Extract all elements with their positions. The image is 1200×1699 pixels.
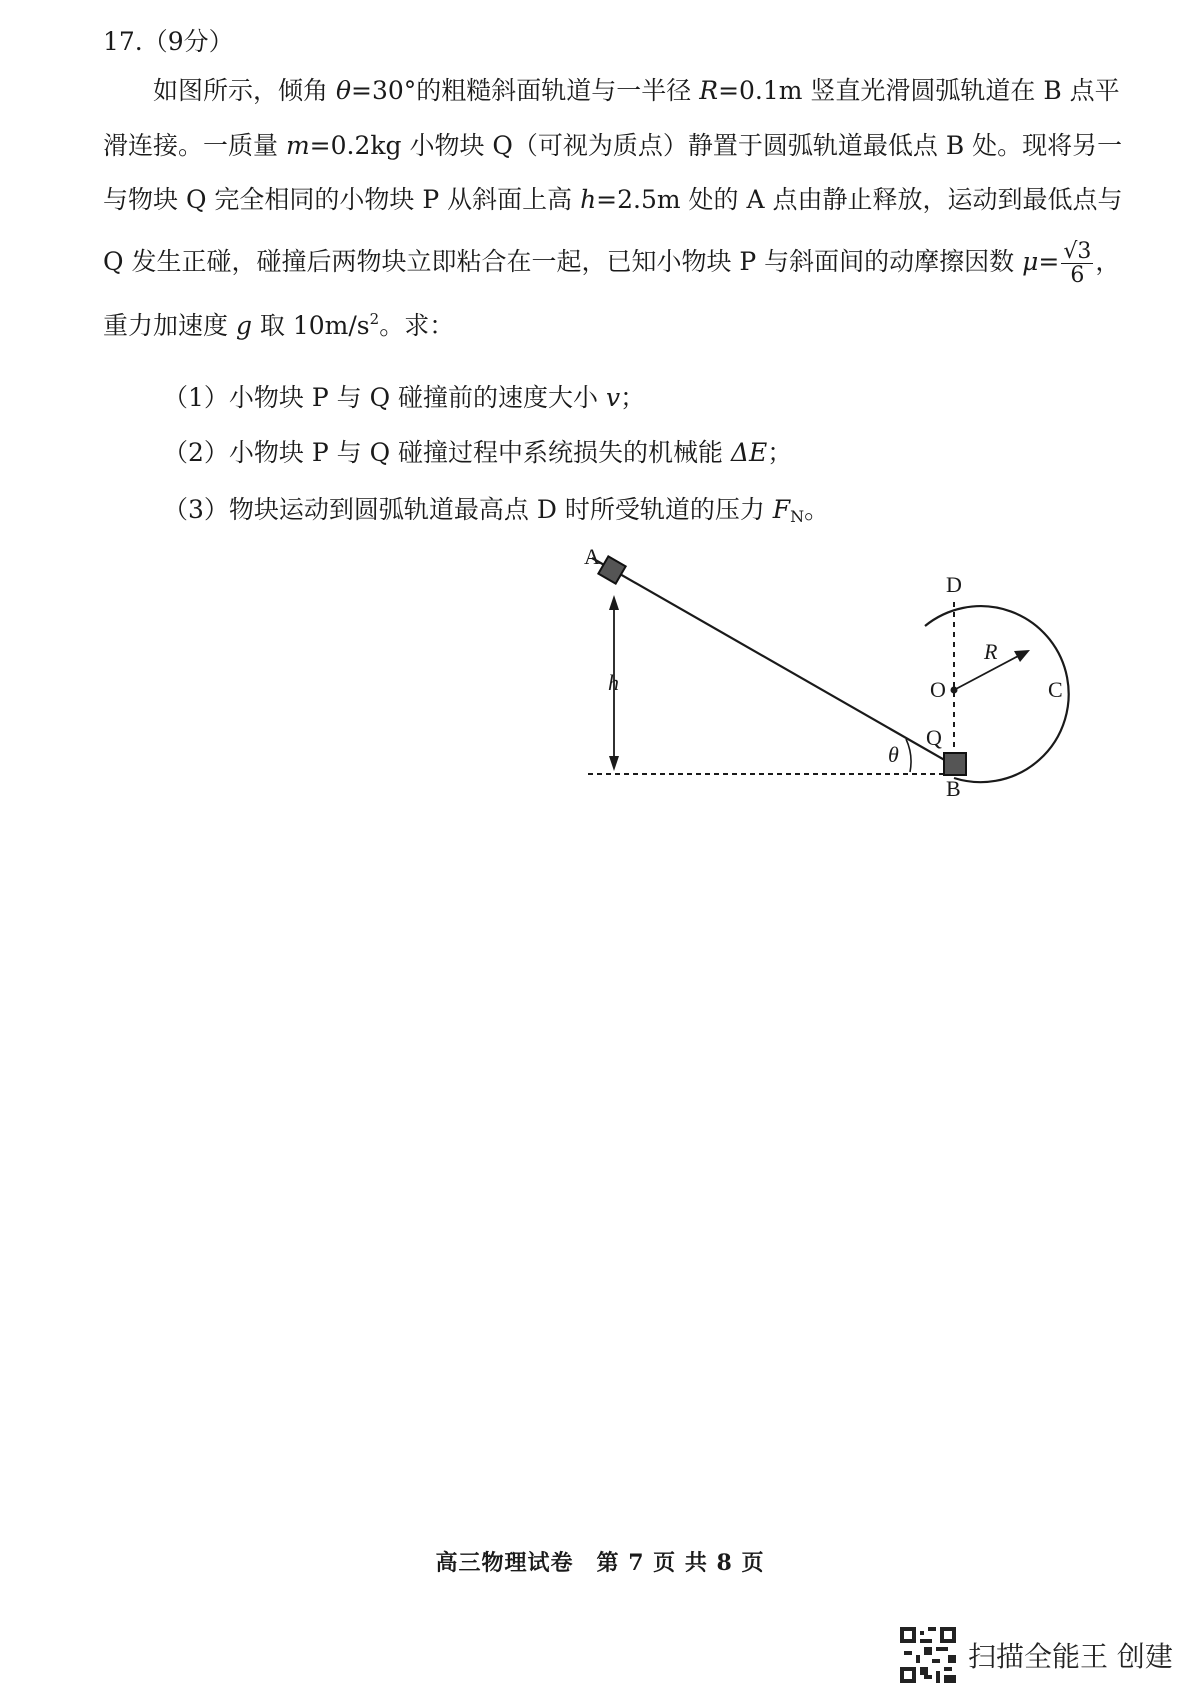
mu-fraction: $\frac{√3}{6}$ <box>1063 239 1092 289</box>
label-p <box>616 540 628 541</box>
label-c: C <box>1048 677 1063 702</box>
block-q <box>944 753 966 775</box>
watermark-text: 扫描全能王 创建 <box>968 1640 1173 1673</box>
block-p <box>598 556 625 583</box>
label-a: A <box>584 544 600 569</box>
label-theta: θ <box>888 742 899 767</box>
incline-track <box>592 558 962 770</box>
label-o: O <box>930 677 946 702</box>
label-h: h <box>608 670 619 695</box>
height-arrow-head-top <box>609 595 619 610</box>
theta-arc <box>906 739 911 772</box>
problem-line-2: 滑连接。一质量 m=0.2kg 小物块 Q（可视为质点）静置于圆弧轨道最低点 B 处。现将另一 <box>103 131 1123 160</box>
question-number: 17.（9分） <box>103 27 234 56</box>
sub-question-2: （2）小物块 P 与 Q 碰撞过程中系统损失的机械能 ΔE； <box>163 438 793 467</box>
problem-line-3: 与物块 Q 完全相同的小物块 P 从斜面上高 h=2.5m 处的 A 点由静止释放，运动到最低点与 <box>103 185 1123 214</box>
qr-code-icon <box>900 1627 956 1683</box>
sub-question-3: （3）物块运动到圆弧轨道最高点 D 时所受轨道的压力 $F_N$。 <box>163 495 830 526</box>
page-footer: 高三物理试卷 第 7 页 共 8 页 <box>435 1550 765 1576</box>
scanner-watermark <box>900 1627 1173 1683</box>
label-d: D <box>946 572 962 597</box>
label-r: R <box>984 639 998 664</box>
problem-line-1: 如图所示，倾角 θ=30°的粗糙斜面轨道与一半径 R=0.1m 竖直光滑圆弧轨道在 B 点平 <box>153 76 1120 105</box>
height-arrow-head-bottom <box>609 756 619 771</box>
problem-line-4: Q 发生正碰，碰撞后两物块立即粘合在一起，已知小物块 P 与斜面间的动摩擦因数 μ= $\frac{√3}{6}$ ， <box>103 239 1121 289</box>
problem-line-5: 重力加速度 g 取 $10m/s^2$。求： <box>103 310 455 340</box>
sub-question-1: （1）小物块 P 与 Q 碰撞前的速度大小 v； <box>163 383 646 412</box>
incline-track-diagram <box>570 540 1090 800</box>
label-q: Q <box>926 725 942 750</box>
label-b: B <box>946 776 961 800</box>
